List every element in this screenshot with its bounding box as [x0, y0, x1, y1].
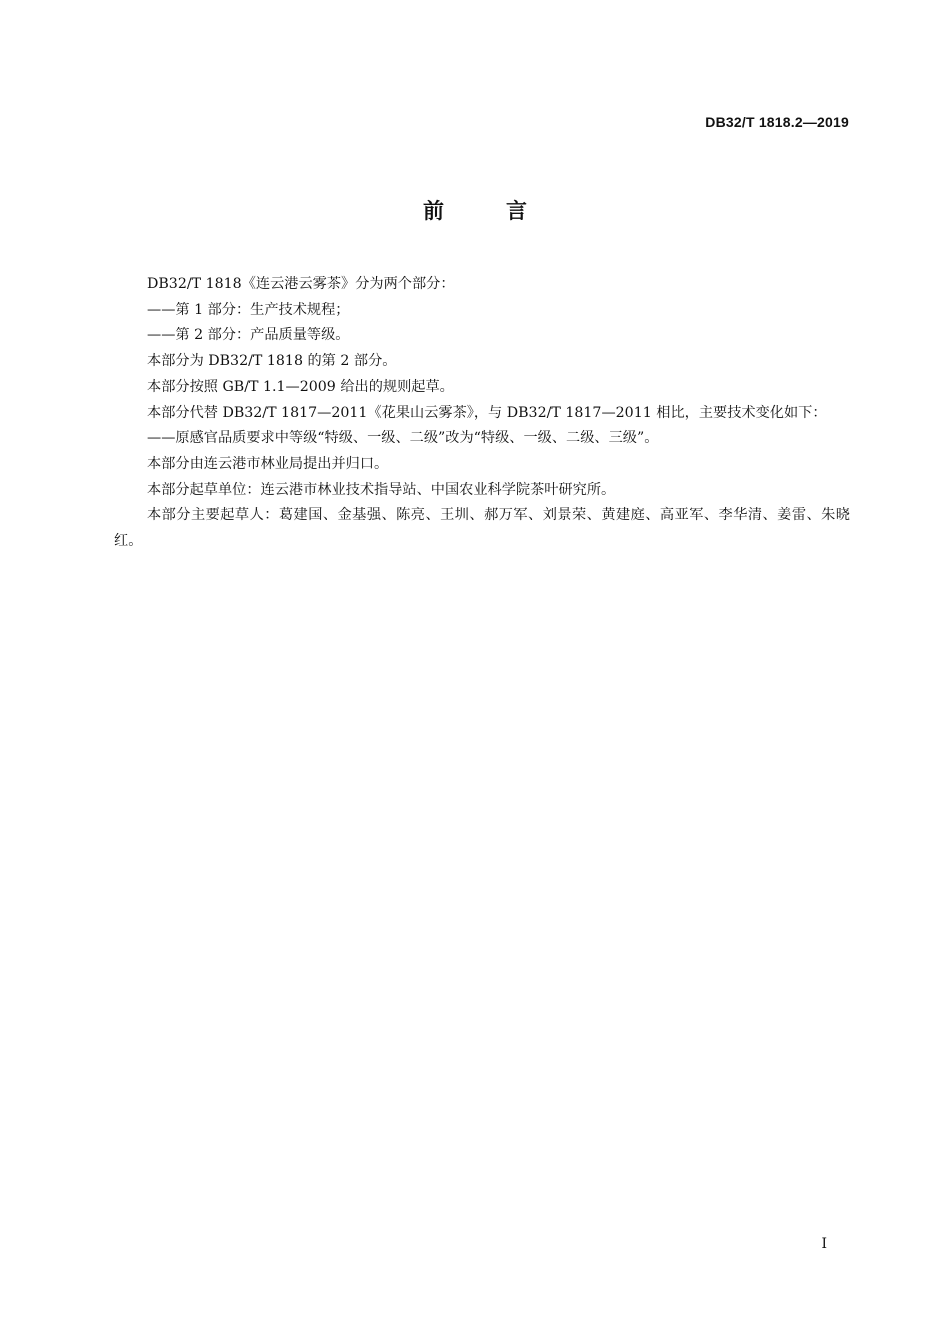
paragraph-this-part: 本部分为 DB32/T 1818 的第 2 部分。 [147, 353, 397, 370]
paragraph-replacement: 本部分代替 DB32/T 1817—2011《花果山云雾茶》，与 DB32/T 1817—2011 相比，主要技术变化如下： [147, 404, 827, 421]
paragraph-drafting-rules: 本部分按照 GB/T 1.1—2009 给出的规则起草。 [147, 378, 454, 395]
document-code: DB32/T 1818.2—2019 [705, 114, 849, 130]
paragraph-drafters: 本部分主要起草人：葛建国、金基强、陈亮、王圳、郝万军、刘景荣、黄建庭、高亚军、李华清、姜雷、朱晓红。 [114, 507, 850, 550]
page-number: I [821, 1236, 827, 1252]
title-char-1: 前 [423, 199, 444, 223]
paragraph-parts-intro: DB32/T 1818《连云港云雾茶》分为两个部分： [147, 276, 455, 292]
paragraph-proposer: 本部分由连云港市林业局提出并归口。 [147, 455, 389, 472]
paragraph-part-1: ——第 1 部分：生产技术规程； [147, 301, 350, 318]
paragraph-part-2: ——第 2 部分：产品质量等级。 [147, 327, 350, 344]
paragraph-change-item: ——原感官品质要求中等级“特级、一级、二级”改为“特级、一级、二级、三级”。 [147, 430, 659, 447]
title-char-2: 言 [506, 199, 527, 223]
preface-body [114, 272, 850, 555]
paragraph-drafting-units: 本部分起草单位：连云港市林业技术指导站、中国农业科学院茶叶研究所。 [147, 481, 616, 498]
page-title [0, 195, 950, 225]
